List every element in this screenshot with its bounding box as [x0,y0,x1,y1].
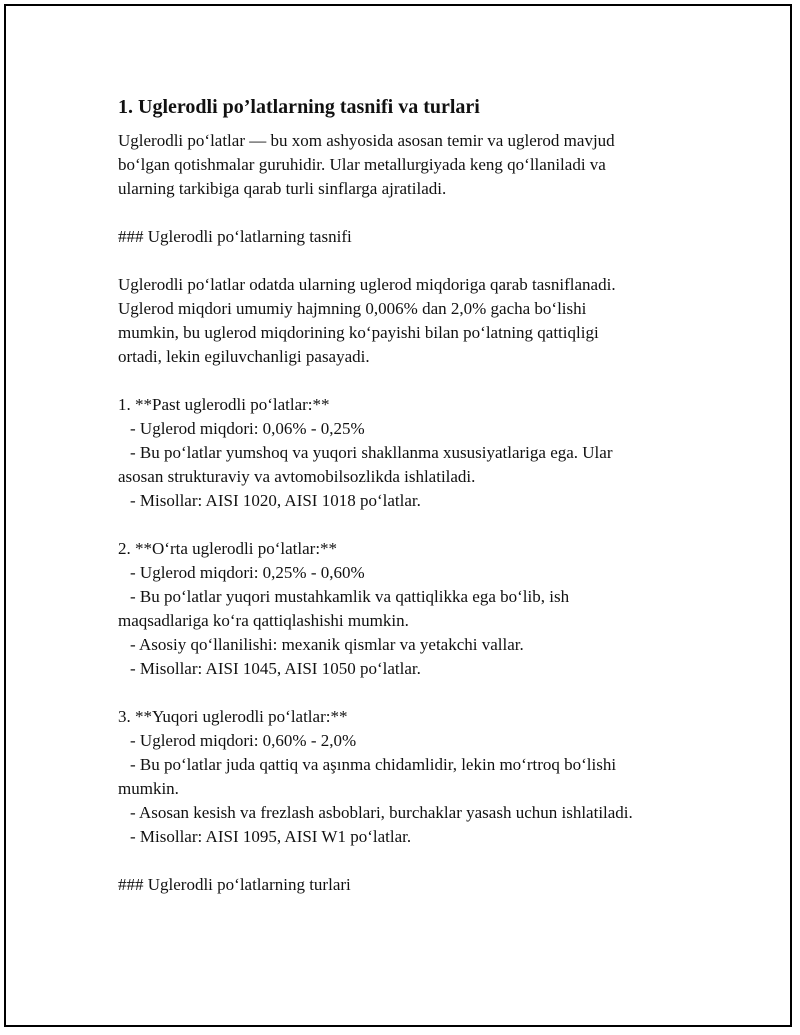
markdown-heading: ### Uglerodli po‘latlarning tasnifi [118,227,352,246]
tasnifi-line: Uglerod miqdori umumiy hajmning 0,006% dan 2,0% gacha bo‘lishi [118,299,587,318]
list-item-line: asosan strukturaviy va avtomobilsozlikda ishlatiladi. [118,467,476,486]
document-title: 1. Uglerodli po’latlarning tasnifi va turlari [118,96,480,118]
list-item-line: - Misollar: AISI 1045, AISI 1050 po‘latlar. [130,659,421,678]
intro-line: Uglerodli po‘latlar — bu xom ashyosida asosan temir va uglerod mavjud [118,131,615,150]
document-body [118,95,698,921]
intro-line: ularning tarkibiga qarab turli sinflarga ajratiladi. [118,179,447,198]
list-item-line: - Asosiy qo‘llanilishi: mexanik qismlar va yetakchi vallar. [130,635,524,654]
list-item-line: - Bu po‘latlar yumshoq va yuqori shakllanma xususiyatlariga ega. Ular [130,443,613,462]
tasnifi-line: ortadi, lekin egiluvchanligi pasayadi. [118,347,370,366]
list-item-line: - Asosan kesish va frezlash asboblari, burchaklar yasash uchun ishlatiladi. [130,803,633,822]
intro-line: bo‘lgan qotishmalar guruhidir. Ular metallurgiyada keng qo‘llaniladi va [118,155,606,174]
heading-tasnifi [118,225,698,249]
list-item-line: - Misollar: AISI 1095, AISI W1 po‘latlar. [130,827,412,846]
heading-turlari [118,873,698,897]
markdown-heading: ### Uglerodli po‘latlarning turlari [118,875,351,894]
list-item-head: 3. **Yuqori uglerodli po‘latlar:** [118,707,348,726]
tasnifi-line: mumkin, bu uglerod miqdorining ko‘payishi bilan po‘latning qattiqligi [118,323,599,342]
intro-paragraph [118,129,698,201]
list-item-line: - Uglerod miqdori: 0,25% - 0,60% [130,563,365,582]
list-item-line: - Bu po‘latlar juda qattiq va aşınma chidamlidir, lekin mo‘rtroq bo‘lishi [130,755,617,774]
tasnifi-paragraph [118,273,698,369]
list-item-line: - Bu po‘latlar yuqori mustahkamlik va qattiqlikka ega bo‘lib, ish [130,587,570,606]
list-item-line: - Uglerod miqdori: 0,06% - 0,25% [130,419,365,438]
list-item-head: 2. **O‘rta uglerodli po‘latlar:** [118,539,338,558]
list-item-past [118,393,698,513]
tasnifi-line: Uglerodli po‘latlar odatda ularning uglerod miqdoriga qarab tasniflanadi. [118,275,616,294]
list-item-orta [118,537,698,681]
list-item-line: maqsadlariga ko‘ra qattiqlashishi mumkin. [118,611,409,630]
list-item-yuqori [118,705,698,849]
list-item-line: - Misollar: AISI 1020, AISI 1018 po‘latlar. [130,491,421,510]
list-item-line: mumkin. [118,779,179,798]
list-item-line: - Uglerod miqdori: 0,60% - 2,0% [130,731,357,750]
list-item-head: 1. **Past uglerodli po‘latlar:** [118,395,330,414]
